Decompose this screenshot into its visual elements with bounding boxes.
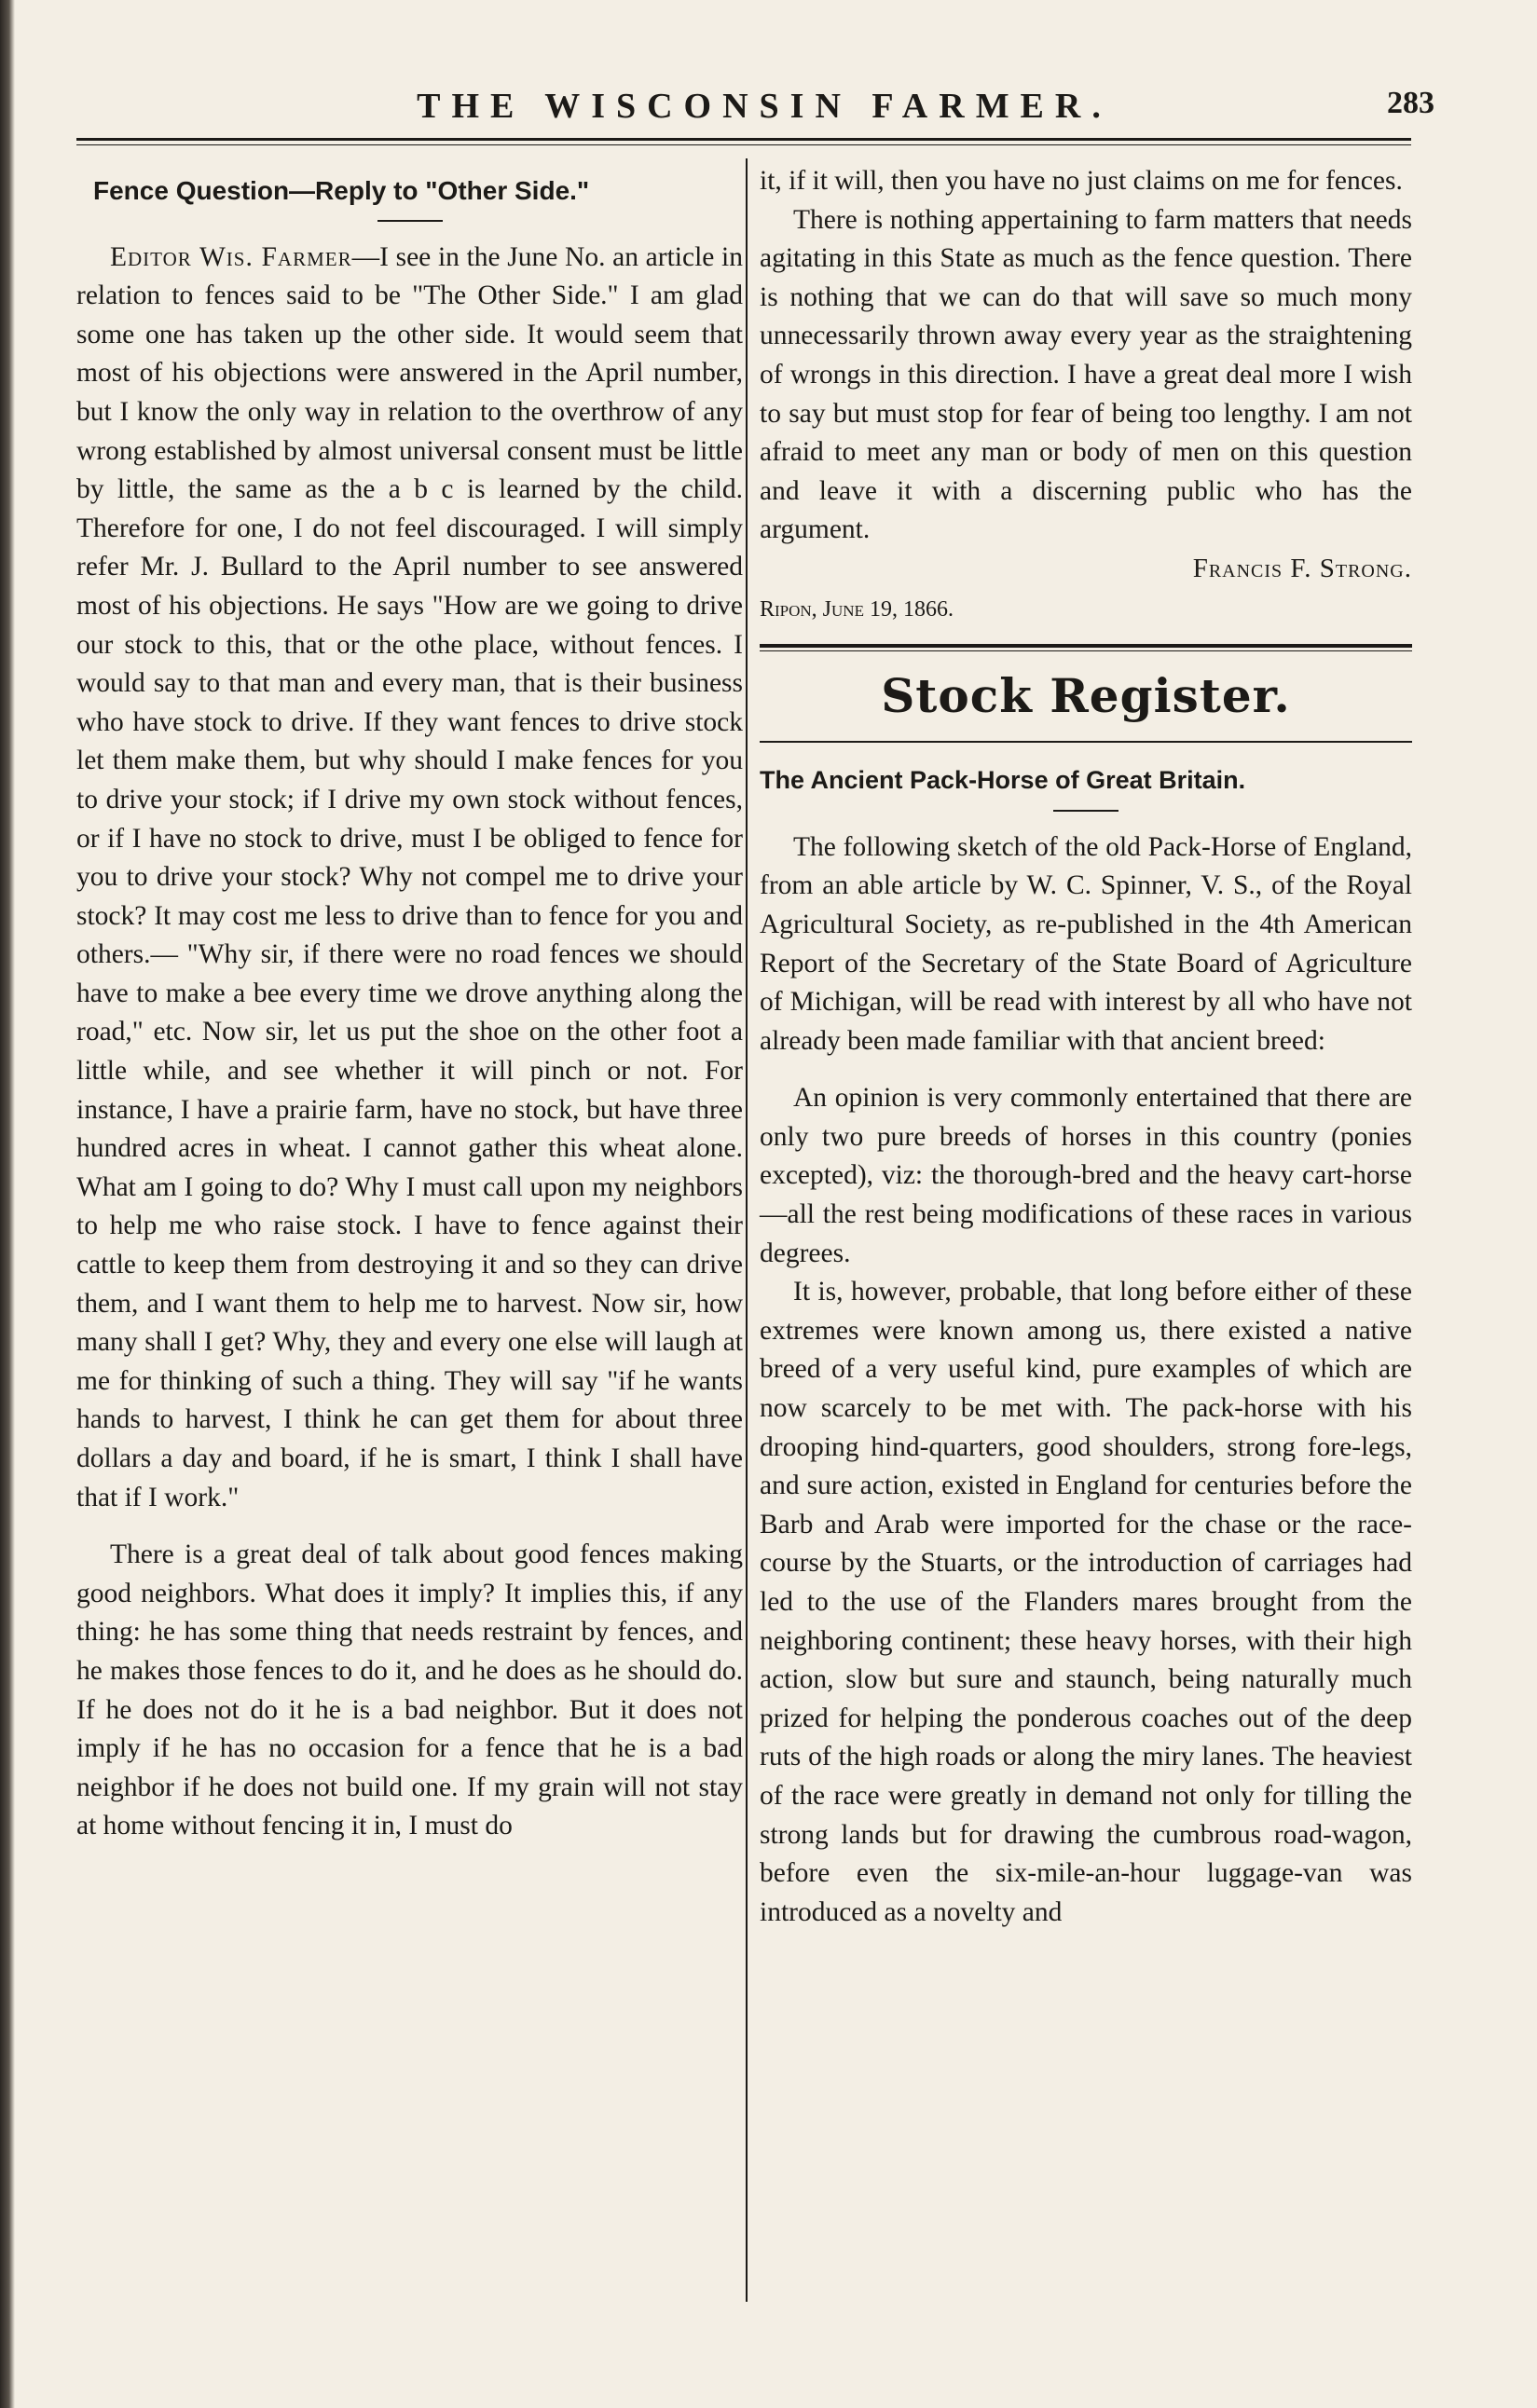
article-paragraph: There is a great deal of talk about good fences making good neighbors. What does it imply? It implies this, if any thing: he has some thing that needs restraint by fences, and he makes those fences to do it, and he does as he should do. If he does not do it he is a bad neighbor. But it does not imply if he has no occasion for a fence that he is a bad neighbor if he does not build one. If my grain will not stay at home without fencing it in, I must do bbox=[76, 1539, 743, 1841]
dateline: Ripon, June 19, 1866. bbox=[760, 596, 954, 622]
section-rule bbox=[760, 644, 1412, 651]
running-title: THE WISCONSIN FARMER. bbox=[417, 87, 1112, 126]
page-number: 283 bbox=[1387, 86, 1434, 120]
article-paragraph: it, if it will, then you have no just claims on me for fences. bbox=[760, 166, 1403, 196]
article-title-fence: Fence Question—Reply to "Other Side." bbox=[93, 176, 590, 205]
left-column bbox=[76, 162, 743, 1846]
article-paragraph: An opinion is very commonly entertained that there are only two pure breeds of horses in this country (ponies excepted), viz: the thorough-bred and the heavy cart-horse—all the rest being modifications of these races in various degrees. bbox=[760, 1083, 1412, 1268]
column-divider bbox=[746, 158, 748, 2302]
article-paragraph: There is nothing appertaining to farm matters that needs agitating in this State as much as the fence question. There is nothing that we can do that will save so much mony unnecessarily thrown away every year as the straightening of wrongs in this direction. I have a great deal more I wish to say but must stop for fear of being too lengthy. I am not afraid to meet any man or body of men on this question and leave it with a discerning public who has the argument. bbox=[760, 204, 1412, 545]
salutation: Editor Wis. Farmer bbox=[110, 241, 352, 272]
paragraph-text: —I see in the June No. an article in relation to fences said to be "The Other Side." I am glad some one has taken up the other side. It would seem that most of his objections were answered in the April number, but I know the only way in relation to the overthrow of any wrong established by almost universal consent must be little by little, the same as the a b c is learned by the child. Therefore for one, I do not feel discouraged. I will simply refer Mr. J. Bullard to the April number to see answered most of his objections. He says "How are we going to drive our stock to this, that or the othe place, without fences. I would say to that man and every man, that is their business who have stock to drive. If they want fences to drive stock let them make them, but why should I make fences for you to drive your stock; if I drive my own stock without fences, or if I have no stock to drive, must I be obliged to fence for you to drive your stock? Why not compel me to drive your stock? It may cost me less to drive than to fence for you and others.— "Why sir, if there were no road fences we should have to make a bee every time we drove anything along the road," etc. Now sir, let us put the shoe on the other foot a little while, and see whether it will pinch or not. For instance, I have a prairie farm, have no stock, but have three hundred acres in wheat. I cannot gather this wheat alone. What am I going to do? Why I must call upon my neighbors to help me who raise stock. I have to fence against their cattle to keep them from destroying it and so they can drive them, and I want them to help me to harvest. Now sir, how many shall I get? Why, they and every one else will laugh at me for thinking of such a thing. They will say "if he wants hands to harvest, I think he can get them for about three dollars a day and board, if he is smart, I think I shall have that if I work." bbox=[76, 241, 743, 1512]
binding-edge bbox=[0, 0, 15, 2408]
article-paragraph: The following sketch of the old Pack-Horse of England, from an able article by W. C. Spinner, V. S., of the Royal Agricultural Society, as re-published in the 4th American Report of the Secretary of the State Board of Agriculture of Michigan, will be read with interest by all who have not already been made familiar with that ancient breed: bbox=[760, 831, 1412, 1056]
author-signature: Francis F. Strong. bbox=[1192, 553, 1412, 583]
title-rule bbox=[1053, 810, 1118, 812]
section-rule-bottom bbox=[760, 741, 1412, 743]
section-heading: Stock Register. bbox=[881, 668, 1291, 724]
article-paragraph: It is, however, probable, that long before either of these extremes were known among us, there existed a native breed of a very useful kind, pure examples of which are now scarcely to be met with. The pack-horse with his drooping hind-quarters, good shoulders, strong fore-legs, and sure action, existed in England for centuries before the Barb and Arab were imported for the chase or the race-course by the Stuarts, or the introduction of carriages had led to the use of the Flanders mares brought from the neighboring continent; these heavy horses, with their high action, slow but sure and staunch, being naturally much prized for helping the ponderous coaches out of the deep ruts of the high roads or along the miry lanes. The heaviest of the race were greatly in demand not only for tilling the strong lands but for drawing the cumbrous road-wagon, before even the six-mile-an-hour luggage-van was introduced as a novelty and bbox=[760, 1277, 1412, 1927]
header-rule bbox=[76, 138, 1411, 145]
right-column bbox=[760, 162, 1412, 1932]
article-title-pack-horse: The Ancient Pack-Horse of Great Britain. bbox=[760, 766, 1246, 795]
title-rule bbox=[377, 220, 443, 222]
article-paragraph bbox=[76, 239, 743, 1518]
